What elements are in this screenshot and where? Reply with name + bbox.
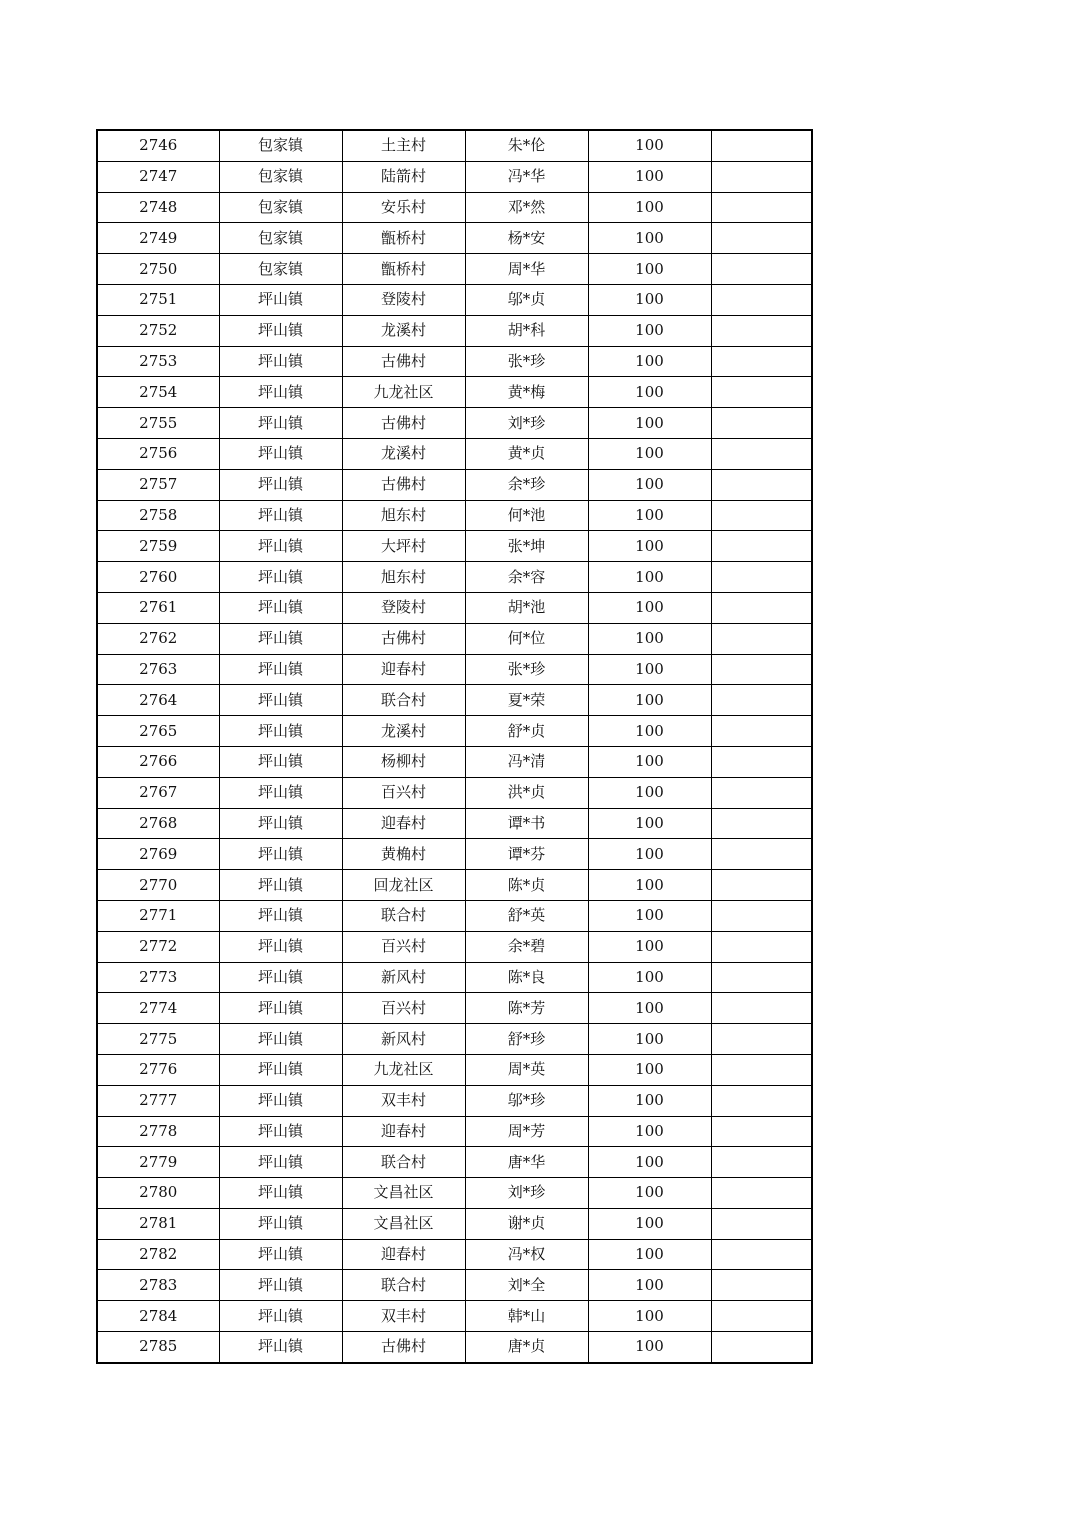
subsidy-table [96,129,813,1364]
town-cell: 坪山镇 [219,315,342,346]
town-cell: 坪山镇 [219,623,342,654]
note-cell [711,562,812,593]
name-cell: 冯*华 [465,161,588,192]
town-cell: 坪山镇 [219,1178,342,1209]
table-row [97,161,812,192]
table-row [97,254,812,285]
amount-cell: 100 [588,592,711,623]
town-cell: 坪山镇 [219,1024,342,1055]
table-row [97,469,812,500]
town-cell: 坪山镇 [219,500,342,531]
amount-cell: 100 [588,808,711,839]
village-cell: 古佛村 [342,623,465,654]
amount-cell: 100 [588,1147,711,1178]
row-number-cell: 2746 [97,130,219,161]
row-number-cell: 2747 [97,161,219,192]
table-row [97,223,812,254]
village-cell: 百兴村 [342,777,465,808]
note-cell [711,1054,812,1085]
town-cell: 坪山镇 [219,531,342,562]
name-cell: 黄*梅 [465,377,588,408]
note-cell [711,1301,812,1332]
note-cell [711,993,812,1024]
note-cell [711,962,812,993]
amount-cell: 100 [588,900,711,931]
name-cell: 邬*珍 [465,1085,588,1116]
note-cell [711,746,812,777]
row-number-cell: 2752 [97,315,219,346]
note-cell [711,808,812,839]
table-row [97,1116,812,1147]
town-cell: 坪山镇 [219,1208,342,1239]
amount-cell: 100 [588,839,711,870]
village-cell: 龙溪村 [342,315,465,346]
town-cell: 坪山镇 [219,654,342,685]
name-cell: 谢*贞 [465,1208,588,1239]
row-number-cell: 2751 [97,284,219,315]
name-cell: 余*碧 [465,931,588,962]
village-cell: 联合村 [342,900,465,931]
note-cell [711,254,812,285]
town-cell: 坪山镇 [219,1332,342,1363]
note-cell [711,685,812,716]
table-row [97,623,812,654]
name-cell: 夏*荣 [465,685,588,716]
village-cell: 联合村 [342,1147,465,1178]
note-cell [711,592,812,623]
note-cell [711,839,812,870]
amount-cell: 100 [588,746,711,777]
village-cell: 迎春村 [342,808,465,839]
table-row [97,531,812,562]
name-cell: 余*珍 [465,469,588,500]
row-number-cell: 2782 [97,1239,219,1270]
row-number-cell: 2773 [97,962,219,993]
amount-cell: 100 [588,500,711,531]
note-cell [711,1147,812,1178]
name-cell: 唐*贞 [465,1332,588,1363]
note-cell [711,531,812,562]
table-row [97,1239,812,1270]
amount-cell: 100 [588,1178,711,1209]
name-cell: 舒*贞 [465,716,588,747]
name-cell: 朱*伦 [465,130,588,161]
village-cell: 古佛村 [342,408,465,439]
village-cell: 双丰村 [342,1301,465,1332]
name-cell: 舒*珍 [465,1024,588,1055]
row-number-cell: 2774 [97,993,219,1024]
name-cell: 何*位 [465,623,588,654]
amount-cell: 100 [588,993,711,1024]
town-cell: 坪山镇 [219,438,342,469]
village-cell: 文昌社区 [342,1208,465,1239]
amount-cell: 100 [588,1054,711,1085]
name-cell: 周*英 [465,1054,588,1085]
note-cell [711,900,812,931]
note-cell [711,284,812,315]
town-cell: 坪山镇 [219,377,342,408]
name-cell: 张*坤 [465,531,588,562]
row-number-cell: 2753 [97,346,219,377]
amount-cell: 100 [588,870,711,901]
village-cell: 古佛村 [342,469,465,500]
table-row [97,192,812,223]
amount-cell: 100 [588,777,711,808]
row-number-cell: 2775 [97,1024,219,1055]
name-cell: 黄*贞 [465,438,588,469]
amount-cell: 100 [588,408,711,439]
table-row [97,1301,812,1332]
note-cell [711,223,812,254]
note-cell [711,192,812,223]
amount-cell: 100 [588,1024,711,1055]
village-cell: 大坪村 [342,531,465,562]
town-cell: 坪山镇 [219,1239,342,1270]
table-row [97,130,812,161]
town-cell: 坪山镇 [219,993,342,1024]
amount-cell: 100 [588,192,711,223]
village-cell: 古佛村 [342,1332,465,1363]
table-row [97,562,812,593]
town-cell: 坪山镇 [219,1054,342,1085]
amount-cell: 100 [588,685,711,716]
amount-cell: 100 [588,1208,711,1239]
town-cell: 坪山镇 [219,685,342,716]
name-cell: 周*芳 [465,1116,588,1147]
village-cell: 百兴村 [342,931,465,962]
table-row [97,716,812,747]
village-cell: 龙溪村 [342,438,465,469]
note-cell [711,1178,812,1209]
row-number-cell: 2772 [97,931,219,962]
table-row [97,654,812,685]
village-cell: 旭东村 [342,500,465,531]
row-number-cell: 2777 [97,1085,219,1116]
row-number-cell: 2755 [97,408,219,439]
row-number-cell: 2781 [97,1208,219,1239]
town-cell: 坪山镇 [219,346,342,377]
note-cell [711,1270,812,1301]
name-cell: 陈*贞 [465,870,588,901]
row-number-cell: 2770 [97,870,219,901]
village-cell: 甑桥村 [342,254,465,285]
note-cell [711,500,812,531]
table-row [97,839,812,870]
table-row [97,746,812,777]
row-number-cell: 2779 [97,1147,219,1178]
village-cell: 杨柳村 [342,746,465,777]
table-row [97,808,812,839]
village-cell: 古佛村 [342,346,465,377]
note-cell [711,623,812,654]
town-cell: 包家镇 [219,161,342,192]
amount-cell: 100 [588,469,711,500]
town-cell: 坪山镇 [219,592,342,623]
village-cell: 联合村 [342,1270,465,1301]
village-cell: 登陵村 [342,284,465,315]
amount-cell: 100 [588,161,711,192]
name-cell: 刘*全 [465,1270,588,1301]
table-row [97,377,812,408]
village-cell: 回龙社区 [342,870,465,901]
note-cell [711,315,812,346]
note-cell [711,1332,812,1363]
amount-cell: 100 [588,130,711,161]
amount-cell: 100 [588,962,711,993]
table-row [97,962,812,993]
town-cell: 坪山镇 [219,1270,342,1301]
amount-cell: 100 [588,438,711,469]
town-cell: 坪山镇 [219,900,342,931]
village-cell: 旭东村 [342,562,465,593]
town-cell: 坪山镇 [219,716,342,747]
town-cell: 坪山镇 [219,1116,342,1147]
town-cell: 坪山镇 [219,284,342,315]
village-cell: 迎春村 [342,1239,465,1270]
name-cell: 刘*珍 [465,408,588,439]
amount-cell: 100 [588,284,711,315]
amount-cell: 100 [588,346,711,377]
row-number-cell: 2764 [97,685,219,716]
note-cell [711,654,812,685]
name-cell: 刘*珍 [465,1178,588,1209]
row-number-cell: 2767 [97,777,219,808]
row-number-cell: 2758 [97,500,219,531]
town-cell: 坪山镇 [219,1147,342,1178]
town-cell: 坪山镇 [219,931,342,962]
note-cell [711,716,812,747]
name-cell: 胡*科 [465,315,588,346]
town-cell: 坪山镇 [219,839,342,870]
village-cell: 龙溪村 [342,716,465,747]
village-cell: 百兴村 [342,993,465,1024]
town-cell: 坪山镇 [219,777,342,808]
row-number-cell: 2757 [97,469,219,500]
table-row [97,1332,812,1363]
name-cell: 唐*华 [465,1147,588,1178]
amount-cell: 100 [588,531,711,562]
amount-cell: 100 [588,223,711,254]
village-cell: 迎春村 [342,654,465,685]
table-row [97,592,812,623]
name-cell: 余*容 [465,562,588,593]
row-number-cell: 2769 [97,839,219,870]
table-body [97,130,812,1363]
note-cell [711,408,812,439]
village-cell: 黄桷村 [342,839,465,870]
town-cell: 坪山镇 [219,1085,342,1116]
table-row [97,777,812,808]
village-cell: 文昌社区 [342,1178,465,1209]
note-cell [711,1085,812,1116]
note-cell [711,1116,812,1147]
table-row [97,1085,812,1116]
village-cell: 陆箭村 [342,161,465,192]
name-cell: 韩*山 [465,1301,588,1332]
table-row [97,931,812,962]
amount-cell: 100 [588,562,711,593]
note-cell [711,130,812,161]
town-cell: 坪山镇 [219,808,342,839]
row-number-cell: 2756 [97,438,219,469]
name-cell: 周*华 [465,254,588,285]
amount-cell: 100 [588,623,711,654]
amount-cell: 100 [588,1301,711,1332]
name-cell: 陈*芳 [465,993,588,1024]
village-cell: 九龙社区 [342,377,465,408]
table-row [97,900,812,931]
name-cell: 谭*书 [465,808,588,839]
table-row [97,1147,812,1178]
table-row [97,1270,812,1301]
note-cell [711,377,812,408]
village-cell: 九龙社区 [342,1054,465,1085]
row-number-cell: 2766 [97,746,219,777]
table-row [97,1178,812,1209]
amount-cell: 100 [588,254,711,285]
note-cell [711,777,812,808]
village-cell: 土主村 [342,130,465,161]
amount-cell: 100 [588,1239,711,1270]
town-cell: 坪山镇 [219,746,342,777]
row-number-cell: 2783 [97,1270,219,1301]
table-row [97,315,812,346]
village-cell: 甑桥村 [342,223,465,254]
name-cell: 冯*清 [465,746,588,777]
row-number-cell: 2748 [97,192,219,223]
name-cell: 杨*安 [465,223,588,254]
table-row [97,1054,812,1085]
name-cell: 邓*然 [465,192,588,223]
name-cell: 邬*贞 [465,284,588,315]
note-cell [711,1239,812,1270]
table-row [97,500,812,531]
town-cell: 坪山镇 [219,562,342,593]
row-number-cell: 2771 [97,900,219,931]
name-cell: 何*池 [465,500,588,531]
name-cell: 冯*权 [465,1239,588,1270]
note-cell [711,870,812,901]
row-number-cell: 2750 [97,254,219,285]
amount-cell: 100 [588,1085,711,1116]
town-cell: 坪山镇 [219,870,342,901]
table-row [97,1208,812,1239]
name-cell: 舒*英 [465,900,588,931]
note-cell [711,931,812,962]
row-number-cell: 2749 [97,223,219,254]
note-cell [711,346,812,377]
note-cell [711,1208,812,1239]
village-cell: 安乐村 [342,192,465,223]
amount-cell: 100 [588,1116,711,1147]
row-number-cell: 2778 [97,1116,219,1147]
note-cell [711,438,812,469]
amount-cell: 100 [588,377,711,408]
note-cell [711,469,812,500]
row-number-cell: 2762 [97,623,219,654]
table-row [97,346,812,377]
town-cell: 坪山镇 [219,962,342,993]
town-cell: 包家镇 [219,223,342,254]
amount-cell: 100 [588,1332,711,1363]
note-cell [711,161,812,192]
row-number-cell: 2759 [97,531,219,562]
row-number-cell: 2776 [97,1054,219,1085]
town-cell: 包家镇 [219,192,342,223]
amount-cell: 100 [588,716,711,747]
row-number-cell: 2763 [97,654,219,685]
row-number-cell: 2784 [97,1301,219,1332]
town-cell: 包家镇 [219,254,342,285]
name-cell: 洪*贞 [465,777,588,808]
village-cell: 联合村 [342,685,465,716]
row-number-cell: 2754 [97,377,219,408]
name-cell: 陈*良 [465,962,588,993]
amount-cell: 100 [588,654,711,685]
name-cell: 张*珍 [465,346,588,377]
amount-cell: 100 [588,315,711,346]
row-number-cell: 2760 [97,562,219,593]
table-row [97,993,812,1024]
town-cell: 坪山镇 [219,408,342,439]
table-row [97,685,812,716]
village-cell: 迎春村 [342,1116,465,1147]
table-row [97,1024,812,1055]
name-cell: 谭*芬 [465,839,588,870]
row-number-cell: 2761 [97,592,219,623]
row-number-cell: 2765 [97,716,219,747]
town-cell: 包家镇 [219,130,342,161]
row-number-cell: 2780 [97,1178,219,1209]
amount-cell: 100 [588,931,711,962]
village-cell: 新风村 [342,1024,465,1055]
table-row [97,438,812,469]
name-cell: 张*珍 [465,654,588,685]
amount-cell: 100 [588,1270,711,1301]
table-row [97,408,812,439]
row-number-cell: 2785 [97,1332,219,1363]
village-cell: 新风村 [342,962,465,993]
village-cell: 登陵村 [342,592,465,623]
name-cell: 胡*池 [465,592,588,623]
town-cell: 坪山镇 [219,1301,342,1332]
row-number-cell: 2768 [97,808,219,839]
table-row [97,870,812,901]
village-cell: 双丰村 [342,1085,465,1116]
note-cell [711,1024,812,1055]
town-cell: 坪山镇 [219,469,342,500]
table-row [97,284,812,315]
